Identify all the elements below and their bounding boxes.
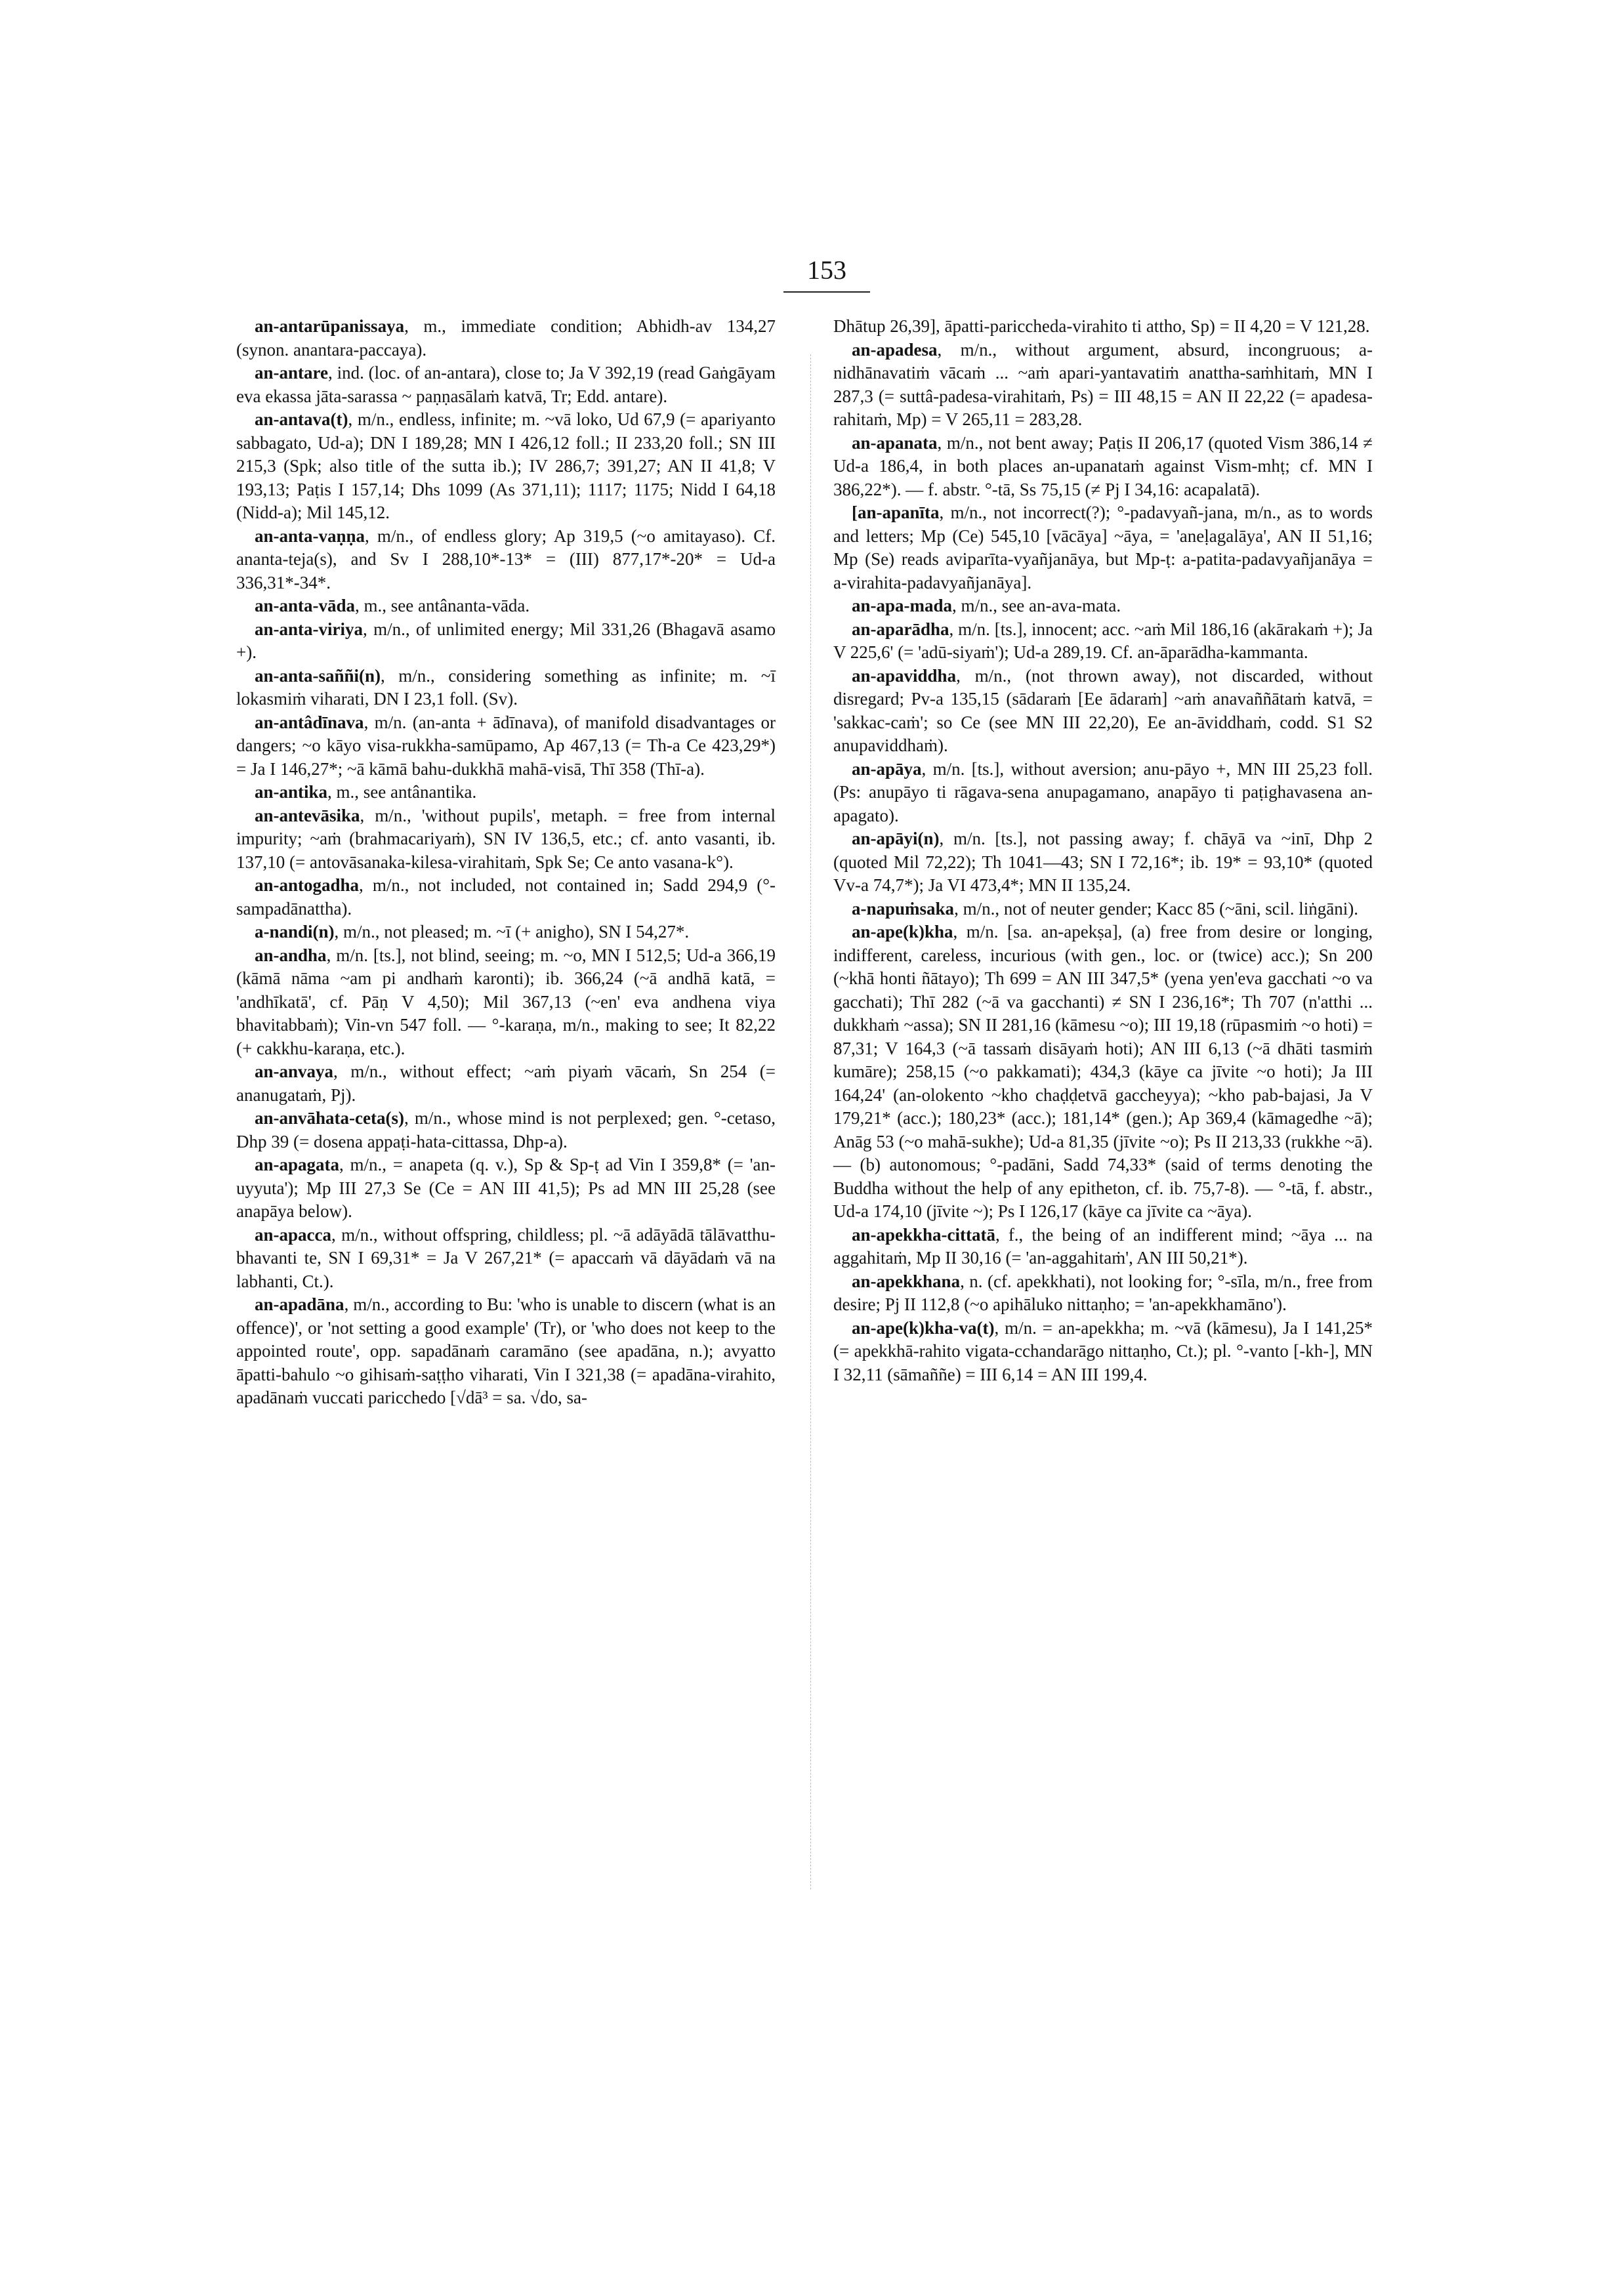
entry-definition: , m/n. = an-apekkha; m. ~vā (kāmesu), Ja I 141,25* (= apekkhā-rahito vigata-cchandarāgo nittaṇho, Ct.); pl. °-vanto [-kh-], MN I 32,11 (sāmaññe) = III 6,14 = AN III 199,4. — [833, 1317, 1373, 1384]
entry-headword: an-apaviddha — [852, 665, 957, 686]
dictionary-entry — [236, 315, 776, 362]
right-column — [833, 315, 1373, 1386]
entry-headword: an-ape(k)kha — [852, 922, 953, 941]
entry-headword: an-apa-mada — [852, 596, 953, 615]
entry-definition: , m/n., without effect; ~aṁ piyaṁ vācaṁ, Sn 254 (= ananugataṁ, Pj). — [236, 1062, 776, 1105]
dictionary-entry — [833, 665, 1373, 758]
dictionary-entry — [236, 1153, 776, 1224]
dictionary-entry — [833, 618, 1373, 665]
dictionary-entry — [236, 874, 776, 920]
dictionary-entry — [236, 594, 776, 618]
dictionary-entry — [236, 408, 776, 525]
entry-headword: an-antogadha — [255, 875, 360, 895]
entry-headword: an-andha — [255, 945, 327, 965]
entry-headword: an-apadesa — [852, 339, 938, 360]
entry-headword: a-napuṁsaka — [852, 898, 955, 919]
dictionary-entry — [833, 827, 1373, 898]
entry-headword: an-antava(t) — [255, 409, 348, 429]
entry-headword: an-aparādha — [852, 619, 949, 639]
dictionary-entry — [236, 781, 776, 804]
column-divider — [810, 354, 811, 1890]
entry-definition: , m/n., not of neuter gender; Kacc 85 (~āni, scil. liṅgāni). — [954, 898, 1358, 919]
dictionary-entry — [833, 432, 1373, 502]
entry-definition: , m/n., = anapeta (q. v.), Sp & Sp-ṭ ad Vin I 359,8* (= 'an-uyyuta'); Mp III 27,3 Se (Ce = AN III 41,5); Ps ad MN III 25,28 (see anapāya below). — [236, 1155, 776, 1221]
entry-definition: , m/n., considering something as infinite; m. ~ī lokasmiṁ viharati, DN I 23,1 foll. (Sv). — [236, 665, 776, 709]
entry-definition: , m/n., without offspring, childless; pl. ~ā adāyādā tālāvatthu-bhavanti te, SN I 69,31* = Ja V 267,21* (= apaccaṁ vā dāyādaṁ vā na labhanti, Ct.). — [236, 1224, 776, 1291]
dictionary-entry — [833, 339, 1373, 432]
entry-definition: , m/n., not incorrect(?); °-padavyañ-jana, m/n., as to words and letters; Mp (Ce) 545,10 [vācāya] ~āya, = 'aneḷagalāya', AN II 51,16; Mp (Se) reads aviparīta-vyañjanāya, but Mp-ṭ: a-patita-padavyañjanāya = a-virahita-padavyañjanāya]. — [833, 503, 1373, 592]
dictionary-entry — [236, 618, 776, 665]
dictionary-entry — [833, 315, 1373, 339]
entry-definition: , m/n., (not thrown away), not discarded, without disregard; Pv-a 135,15 (sādaraṁ [Ee ādaraṁ] ~aṁ anavaññātaṁ katvā, = 'sakkac-caṁ'; so Ce (see MN III 22,20), Ee an-āviddhaṁ, codd. S1 S2 anupaviddhaṁ). — [833, 665, 1373, 755]
entry-definition: , m/n., of unlimited energy; Mil 331,26 (Bhagavā asamo +). — [236, 619, 776, 662]
entry-definition: , m/n. [ts.], not blind, seeing; m. ~o, MN I 512,5; Ud-a 366,19 (kāmā nāma ~am pi andhaṁ karonti); ib. 366,24 (~ā andhā katā, = 'andhīkatā', cf. Pāṇ V 4,50); Mil 367,13 (~en' eva andhena viya bhavitabbaṁ); Vin-vn 547 foll. — °-karaṇa, m/n., making to see; It 82,22 (+ cakkhu-karaṇa, etc.). — [236, 945, 776, 1058]
dictionary-entry — [236, 920, 776, 944]
entry-definition: , m/n. [ts.], without aversion; anu-pāyo +, MN III 25,23 foll. (Ps: anupāyo ti rāgava-sena anupagamano, anapāyo ti paṭighavasena an-apagato). — [833, 758, 1373, 825]
entry-definition: , f., the being of an indifferent mind; ~āya ... na aggahitaṁ, Mp II 30,16 (= 'an-aggahitaṁ', AN III 50,21*). — [833, 1224, 1373, 1268]
page-number: 153 — [807, 255, 846, 285]
entry-headword: an-apanata — [852, 432, 938, 453]
entry-definition: , n. (cf. apekkhati), not looking for; °-sīla, m/n., free from desire; Pj II 112,8 (~o apihāluko nittaṇho; = 'an-apekkhamāno'). — [833, 1271, 1373, 1314]
entry-definition: Dhātup 26,39], āpatti-pariccheda-virahito ti attho, Sp) = II 4,20 = V 121,28. — [833, 316, 1370, 336]
dictionary-entry — [236, 804, 776, 875]
entry-definition: , m/n., not pleased; m. ~ī (+ anigho), SN I 54,27*. — [334, 922, 690, 941]
dictionary-entry — [833, 1317, 1373, 1387]
entry-headword: an-apāya — [852, 758, 922, 779]
dictionary-entry — [236, 1293, 776, 1410]
left-column — [236, 315, 776, 1410]
entry-headword: an-anta-viriya — [255, 619, 363, 639]
dictionary-entry — [833, 501, 1373, 594]
entry-headword: an-antika — [255, 782, 328, 802]
entry-headword: an-antâdīnava — [255, 712, 364, 732]
entry-definition: , m., see antânanta-vāda. — [355, 596, 530, 615]
entry-definition: , m/n., of endless glory; Ap 319,5 (~o amitayaso). Cf. ananta-teja(s), and Sv I 288,10*-13* = (III) 877,17*-20* = Ud-a 336,31*-34*. — [236, 526, 776, 592]
entry-headword: an-apagata — [255, 1155, 340, 1174]
entry-headword: an-antarūpanissaya — [255, 316, 405, 336]
entry-headword: an-anta-vāda — [255, 596, 356, 615]
dictionary-entry — [833, 898, 1373, 921]
entry-headword: an-apekkha-cittatā — [852, 1224, 996, 1245]
entry-definition: , m/n., endless, infinite; m. ~vā loko, Ud 67,9 (= apariyanto sabbagato, Ud-a); DN I 189,28; MN I 426,12 foll.; II 233,20 foll.; SN III 215,3 (Spk; also title of the sutta ib.); IV 286,7; 391,27; AN II 41,8; V 193,13; Paṭis I 157,14; Dhs 1099 (As 371,11); 1117; 1175; Nidd I 64,18 (Nidd-a); Mil 145,12. — [236, 409, 776, 522]
entry-definition: , m/n., not included, not contained in; Sadd 294,9 (°-sampadānattha). — [236, 875, 776, 919]
entry-headword: an-apadāna — [255, 1294, 344, 1314]
entry-definition: , m/n., see an-ava-mata. — [952, 596, 1121, 615]
entry-definition: , m/n., according to Bu: 'who is unable to discern (what is an offence)', or 'not setting a good example' (Tr), or 'who does not keep to the appointed route', opp. sapadānaṁ caramāno (see apadāna, n.); avyatto āpatti-bahulo ~o gihisaṁ-saṭṭho viharati, Vin I 321,38 (= apadāna-virahito, apadānaṁ vuccati paricchedo [√dā³ = sa. √do, sa- — [236, 1294, 776, 1407]
entry-headword: an-apacca — [255, 1224, 331, 1245]
entry-headword: an-anvaya — [255, 1062, 334, 1081]
dictionary-entry — [236, 944, 776, 1061]
entry-definition: , m/n. [sa. an-apekṣa], (a) free from desire or longing, indifferent, careless, incurious (with gen., loc. or (twice) acc.); Sn 200 (~khā honti ñātayo); Th 699 = AN III 347,5* (yena yen'eva gacchati ~o va gacchati); Thī 282 (~ā va gacchanti) ≠ SN I 236,16*; Th 707 (n'atthi ... dukkhaṁ ~assa); SN II 281,16 (kāmesu ~o); III 19,18 (rūpasmiṁ ~o hoti) = 87,31; V 164,3 (~ā tassaṁ disāyaṁ hoti); AN III 6,13 (~ā dhāti tasmiṁ kumāre); 258,15 (~o pakkamati); 434,3 (kāye ca jīvite ~o hoti); Ja III 164,24' (an-olokento ~kho chaḍḍetvā gaccheyya); ~kho pab-bajasi, Ja V 179,21* (acc.); 180,23* (acc.); 181,14* (gen.); Ap 369,4 (kāmagedhe ~ā); Anāg 53 (~o mahā-sukhe); Ud-a 81,35 (jīvite ~o); Ps II 213,33 (rukkhe ~ā). — (b) autonomous; °-padāni, Sadd 74,33* (said of terms denoting the Buddha without the help of any epitheton, cf. ib. 75,7-8). — °-tā, f. abstr., Ud-a 174,10 (jīvite ~); Ps I 126,17 (kāye ca jīvite ca ~āya). — [833, 922, 1373, 1221]
page-number-rule — [783, 291, 870, 293]
entry-definition: , m/n. [ts.], not passing away; f. chāyā va ~inī, Dhp 2 (quoted Mil 72,22); Th 1041—43; SN I 72,16*; ib. 19* = 93,10* (quoted Vv-a 74,7*); Ja VI 473,4*; MN II 135,24. — [833, 829, 1373, 895]
dictionary-entry — [236, 711, 776, 781]
entry-definition: , m/n., 'without pupils', metaph. = free from internal impurity; ~aṁ (brahmacariyaṁ), SN IV 136,5, etc.; cf. anto vasanti, ib. 137,10 (= antovāsanaka-kilesa-virahitaṁ, Spk Se; Ce anto vasana-k°). — [236, 805, 776, 872]
dictionary-entry — [236, 1060, 776, 1107]
entry-definition: , m/n., whose mind is not perplexed; gen. °-cetaso, Dhp 39 (= dosena appaṭi-hata-cittassa, Dhp-a). — [236, 1108, 776, 1151]
entry-definition: , ind. (loc. of an-antara), close to; Ja V 392,19 (read Gaṅgāyam eva ekassa jāta-sarassa ~ paṇṇasālaṁ katvā, Tr; Edd. antare). — [236, 363, 776, 406]
entry-definition: , m., immediate condition; Abhidh-av 134,27 (synon. anantara-paccaya). — [236, 316, 776, 360]
entry-headword: [an-apanīta — [852, 503, 940, 522]
entry-headword: an-apāyi(n) — [852, 829, 940, 848]
entry-definition: , m., see antânantika. — [327, 782, 477, 802]
entry-definition: , m/n. [ts.], innocent; acc. ~aṁ Mil 186,16 (akārakaṁ +); Ja V 225,6' (= 'adū-siyaṁ'); Ud-a 289,19. Cf. an-āparādha-kammanta. — [833, 619, 1373, 662]
dictionary-entry — [236, 665, 776, 711]
entry-headword: an-anvāhata-ceta(s) — [255, 1108, 404, 1128]
dictionary-entry — [236, 362, 776, 408]
entry-headword: an-antevāsika — [255, 805, 360, 825]
entry-headword: a-nandi(n) — [255, 922, 335, 941]
entry-headword: an-ape(k)kha-va(t) — [852, 1317, 995, 1338]
dictionary-entry — [833, 920, 1373, 1224]
dictionary-entry — [833, 758, 1373, 828]
dictionary-entry — [833, 1270, 1373, 1317]
entry-definition: , m/n., not bent away; Paṭis II 206,17 (quoted Vism 386,14 ≠ Ud-a 186,4, in both places an-upanataṁ against Vism-mhṭ; cf. MN I 386,22*). — f. abstr. °-tā, Ss 75,15 (≠ Pj I 34,16: acapalatā). — [833, 432, 1373, 499]
dictionary-entry — [236, 525, 776, 595]
dictionary-entry — [236, 1224, 776, 1294]
entry-headword: an-anta-vaṇṇa — [255, 526, 365, 546]
dictionary-entry — [833, 594, 1373, 618]
entry-definition: , m/n. (an-anta + ādīnava), of manifold disadvantages or dangers; ~o kāyo visa-rukkha-samūpamo, Ap 467,13 (= Th-a Ce 423,29*) = Ja I 146,27*; ~ā kāmā bahu-dukkhā mahā-visā, Thī 358 (Thī-a). — [236, 712, 776, 779]
dictionary-entry — [236, 1107, 776, 1153]
dictionary-entry — [833, 1224, 1373, 1270]
entry-headword: an-antare — [255, 363, 328, 382]
entry-definition: , m/n., without argument, absurd, incongruous; a-nidhānavatiṁ vācaṁ ... ~aṁ apari-yantavatiṁ anattha-saṁhitaṁ, MN I 287,3 (= suttâ-padesa-virahitaṁ, Ps) = III 48,15 = AN II 22,22 (= apadesa-rahitaṁ, Mp) = V 265,11 = 283,28. — [833, 339, 1373, 429]
entry-headword: an-apekkhana — [852, 1271, 961, 1291]
entry-headword: an-anta-saññi(n) — [255, 665, 381, 686]
